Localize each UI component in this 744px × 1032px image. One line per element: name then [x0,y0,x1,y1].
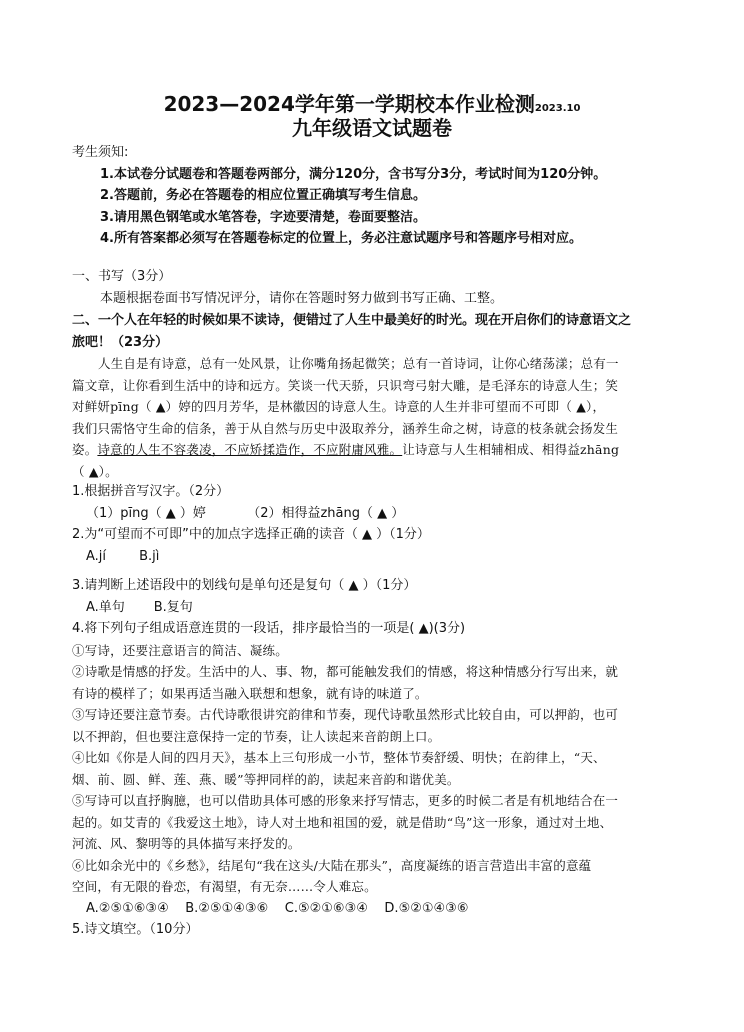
question-3: 3.请判断上述语段中的划线句是单句还是复句（ ▲ ）（1分） [72,578,417,593]
q4-sentence: ⑤写诗可以直抒胸臆，也可以借助具体可感的形象来抒写情志，更多的时候二者是有机地结合在一 [72,793,619,808]
passage-line: 篇文章，让你看到生活中的诗和远方。笑谈一代天骄，只识弯弓射大雕，是毛泽东的诗意人生；笑 [72,377,619,393]
notice-item: 1.本试卷分试题卷和答题卷两部分，满分120分，含书写分3分，考试时间为120分钟。 [100,166,607,182]
q4-sentence: ①写诗，还要注意语言的简洁、凝练。 [72,642,288,658]
q4-sentence: 以不押韵，但也要注意保持一定的节奏，让人读起来音韵朗上口。 [72,728,441,744]
section2-heading-line1: 二、一个人在年轻的时候如果不读诗，便错过了人生中最美好的时光。现在开启你们的诗意语文之 [72,313,632,328]
passage-line: 人生自是有诗意，总有一处风景，让你嘴角扬起微笑；总有一首诗词，让你心绪荡漾；总有一 [98,356,619,371]
q4-sentence: ③写诗还要注意节奏。古代诗歌很讲究韵律和节奏，现代诗歌虽然形式比较自由，可以押韵，也可 [72,707,619,722]
passage-line: （ ▲）。 [72,463,118,479]
passage-line: 我们只需恪守生命的信条，善于从自然与历史中汲取养分，涵养生命之树，诗意的枝条就会扬发生 [72,420,619,436]
notice-block [72,142,682,250]
question-2-options: A.jí B.jì [86,548,160,564]
passage-line-underlined: 姿。诗意的人生不容袭凌，不应矫揉造作，不应附庸风雅。让诗意与人生相辅相成、相得益zhāng [72,442,620,457]
question-1-subitems: （1）pīng（ ▲ ）婷 （2）相得益zhāng（ ▲ ） [86,505,405,521]
q4-sentence: ⑥比如余光中的《乡愁》，结尾句“我在这头/大陆在那头”，高度凝练的语言营造出丰富的意蕴 [72,857,592,873]
exam-subtitle: 九年级语文试题卷 [292,116,452,140]
q4-sentence: 起的。如艾青的《我爱这土地》，诗人对土地和祖国的爱，就是借助“鸟”这一形象，通过对土地、 [72,814,613,830]
q4-sentence: 空间，有无限的眷恋，有渴望，有无奈……令人难忘。 [72,879,377,894]
question-3-options: A.单句 B.复句 [86,599,193,615]
passage-line-rest: 让诗意与人生相辅相成、相得益zhāng [402,442,620,457]
question-4-options: A.②⑤①⑥③④ B.②⑤①④③⑥ C.⑤②①⑥③④ D.⑤②①④③⑥ [86,900,469,916]
q4-sentence: ②诗歌是情感的抒发。生活中的人、事、物，都可能触发我们的情感，将这种情感分行写出来，就 [72,664,619,679]
section-writing [72,266,682,309]
notice-item: 4.所有答案都必须写在答题卷标定的位置上，务必注意试题序号和答题序号相对应。 [100,231,582,246]
questions-block [72,481,682,941]
q4-sentence: ④比如《你是人间的四月天》，基本上三句形成一小节，整体节奏舒缓、明快；在韵律上，“天、 [72,750,606,765]
notice-item: 2.答题前，务必在答题卷的相应位置正确填写考生信息。 [100,188,426,203]
question-4: 4.将下列句子组成语意连贯的一段话，排序最恰当的一项是( ▲)(3分) [72,621,466,636]
section-poetry [72,310,682,482]
passage-line: 对鲜妍pīng（ ▲）婷的四月芳华，是林徽因的诗意人生。诗意的人生并非可望而不可即（ ▲）， [72,399,606,414]
question-1: 1.根据拼音写汉字。（2分） [72,484,230,499]
q4-sentence: 河流、风、黎明等的具体描写来抒发的。 [72,836,301,851]
notice-heading: 考生须知: [72,145,129,160]
exam-date: 2023.10 [534,103,581,114]
section2-heading-line2: 旅吧！（23分） [72,334,169,350]
section1-heading: 一、书写（3分） [72,269,172,284]
q4-sentence: 有诗的模样了；如果再适当融入联想和想象，就有诗的味道了。 [72,685,428,701]
title-text: 2023—2024学年第一学期校本作业检测 [163,92,535,116]
notice-item: 3.请用黑色钢笔或水笔答卷，字迹要清楚，卷面要整洁。 [100,209,426,225]
question-2: 2.为“可望而不可即”中的加点字选择正确的读音（ ▲ ）（1分） [72,527,430,542]
underlined-sentence: 诗意的人生不容袭凌，不应矫揉造作，不应附庸风雅。 [97,442,403,457]
question-5: 5.诗文填空。（10分） [72,922,199,937]
q4-sentence: 烟、前、圆、鲜、莲、燕、暖”等押同样的韵，读起来音韵和谐优美。 [72,771,460,787]
section1-body: 本题根据卷面书写情况评分，请你在答题时努力做到书写正确、工整。 [100,290,504,306]
